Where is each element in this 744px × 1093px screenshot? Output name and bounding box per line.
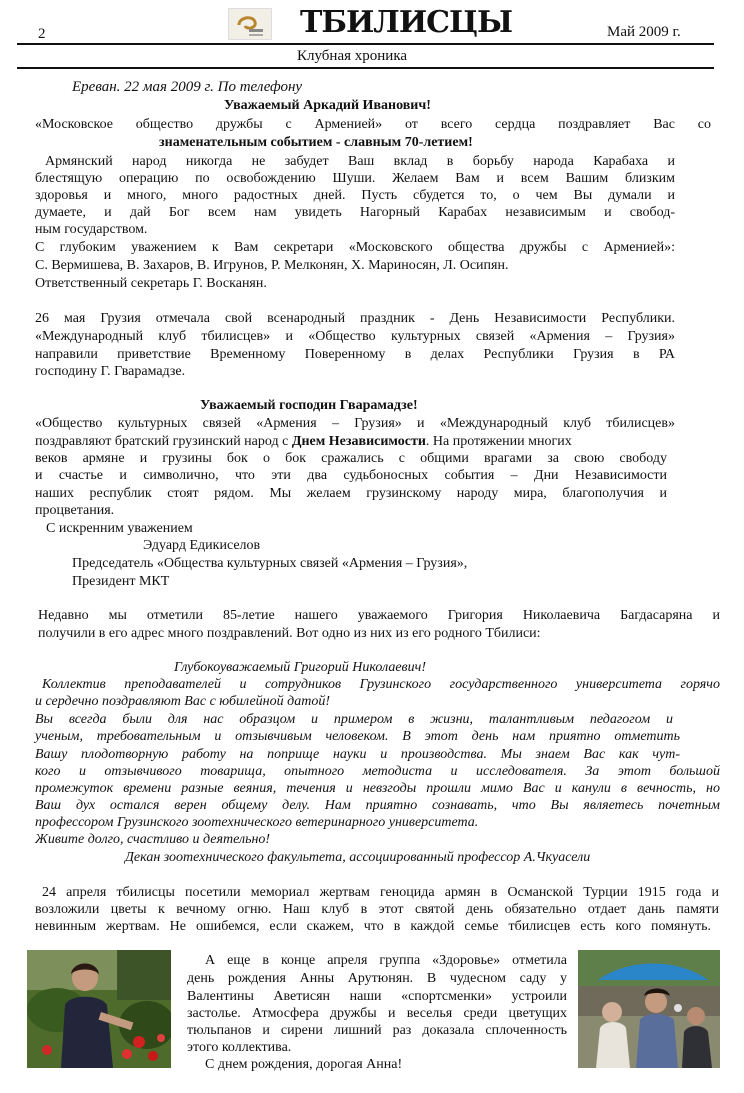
letter-closing: Живите долго, счастливо и деятельно! (35, 832, 271, 847)
article2-sign: Президент МКТ (72, 574, 170, 589)
article2-body-line: и счастье и символично, что эти два судьбоносных события – Дни Независимости (35, 468, 667, 483)
article1-line: блестящую операцию по освобождению Шуши. Желаем Вам и всем Вашим близким (35, 171, 675, 186)
section-title: Клубная хроника (297, 48, 408, 64)
article2-body-text: поздравляют братский грузинский народ с (35, 434, 289, 449)
article1-greeting: Уважаемый Аркадий Иванович! (224, 98, 431, 113)
article2-body-line (35, 434, 572, 451)
header-rule-top (17, 43, 714, 45)
article2-greeting: Уважаемый господин Гварамадзе! (200, 398, 418, 413)
article1-line: думаете, и дай Бог всем нам увидеть Нагорный Карабах независимым и свобод- (35, 205, 675, 220)
photo-group-celebration (578, 950, 720, 1068)
article1-secretary: Ответственный секретарь Г. Восканян. (35, 276, 267, 291)
article1-dateline: Ереван. 22 мая 2009 г. По телефону (72, 79, 303, 95)
article1-line: Армянский народ никогда не забудет Ваш вклад в борьбу народа Карабаха и (45, 154, 675, 169)
article2-body-line: веков армяне и грузины бок о бок сражались с общими врагами за свою свободу (35, 451, 667, 466)
letter-line: кого и отзывчивого товарища, опытного методиста и исследователя. За этот большой (35, 764, 720, 779)
article5-line: тюльпанов и сирени лишний раз доказала сплоченность (187, 1023, 567, 1038)
article1-emphasis: знаменательным событием - славным 70-летием! (159, 135, 473, 150)
letter-line: Ваш дух остался верен общему делу. Нам приятно сознавать, что Вы являетесь почетным (35, 798, 720, 813)
article5-greeting: С днем рождения, дорогая Анна! (205, 1057, 403, 1072)
article2-line: 26 мая Грузия отмечала свой всенародный праздник - День Независимости Республики. (35, 311, 675, 326)
article2-body-line: «Общество культурных связей «Армения – Грузия» и «Международный клуб тбилисцев» (35, 416, 675, 431)
article1-line: С глубоким уважением к Вам секретари «Московского общества дружбы с Арменией»: (35, 240, 675, 255)
article3-intro: получили в его адрес много поздравлений. Вот одно из них из его родного Тбилиси: (38, 626, 541, 641)
article2-body-text: . На протяжении многих (425, 434, 572, 449)
article1-line: ным государством. (35, 222, 148, 237)
article2-line: «Международный клуб тбилисцев» и «Общество культурных связей «Армения – Грузия» (35, 329, 675, 344)
article2-sign: С искренним уважением (46, 521, 193, 536)
article2-sign: Эдуард Едикиселов (143, 538, 261, 553)
photo-garden-woman (27, 950, 171, 1068)
article2-body-line: наших республик стоят рядом. Мы желаем грузинскому народу мира, благополучия и (35, 486, 667, 501)
holiday-name: Днем Независимости (291, 434, 426, 449)
letter-greeting: Глубокоуважаемый Григорий Николаевич! (174, 660, 426, 675)
issue-date: Май 2009 г. (607, 24, 681, 40)
article5-line: А еще в конце апреля группа «Здоровье» отметила (205, 953, 567, 968)
masthead-logo: ТБИЛИСЦЫ (300, 5, 513, 40)
article4-line: 24 апреля тбилисцы посетили мемориал жертвам геноцида армян в Османской Турции 1915 года и (42, 885, 719, 900)
article4-line: возложили цветы к вечному огню. Наш клуб в этот святой день обязательно отдает дань памяти (35, 902, 719, 917)
letter-signature: Декан зоотехнического факультета, ассоциированный профессор А.Чкуасели (125, 850, 591, 865)
page-number: 2 (38, 26, 46, 42)
article1-signatories: С. Вермишева, В. Захаров, В. Игрунов, Р. Мелконян, Х. Мариносян, Л. Осипян. (35, 258, 509, 273)
article4-line: невинным жертвам. Не ошибемся, если скажем, что в каждой семье тбилисцев есть кого помянуть. (35, 919, 711, 934)
article3-intro: Недавно мы отметили 85-летие нашего уважаемого Григория Николаевича Багдасаряна и (38, 608, 720, 623)
letter-line: ученым, требовательным и отзывчивым человеком. В этот день нам приятно отметить (35, 729, 680, 744)
article5-line: день рождения Анны Арутюнян. В чудесном саду у (187, 971, 567, 986)
article1-line: «Московское общество дружбы с Арменией» от всего сердца поздравляет Вас со (35, 117, 711, 132)
article1-line: здоровья и много, много радостных дней. Пусть сбудется то, о чем Вы думали и (35, 188, 675, 203)
letter-line: промежуток времени разные веяния, течения и невзгоды прошли мимо Вас и канули в вечность, но (35, 781, 720, 796)
letter-line: Коллектив преподавателей и сотрудников Грузинского государственного университета горячо (42, 677, 720, 692)
letter-line: профессором Грузинского зоотехнического ветеринарного университета. (35, 815, 479, 830)
letter-line: и сердечно поздравляют Вас с юбилейной датой! (35, 694, 330, 709)
article5-line: застолье. Атмосфера дружбы и веселья среди цветущих (187, 1006, 567, 1021)
article2-line: господину Г. Гварамадзе. (35, 364, 186, 379)
article2-sign: Председатель «Общества культурных связей «Армения – Грузия», (72, 556, 468, 571)
letter-line: Вы всегда были для нас образцом и примером в жизни, талантливым педагогом и (35, 712, 673, 727)
header-rule-bottom (17, 67, 714, 69)
article2-body-line: процветания. (35, 503, 115, 518)
article5-line: Валентины Аветисян наши «спортсменки» устроили (187, 989, 567, 1004)
club-emblem-icon (228, 8, 272, 40)
letter-line: Вашу плодотворную работу на поприще науки и производства. Мы знаем Вас как чут- (35, 747, 680, 762)
article2-line: направили приветствие Временному Поверенному в делах Республики Грузия в РА (35, 347, 675, 362)
article5-line: этого коллектива. (187, 1040, 292, 1055)
